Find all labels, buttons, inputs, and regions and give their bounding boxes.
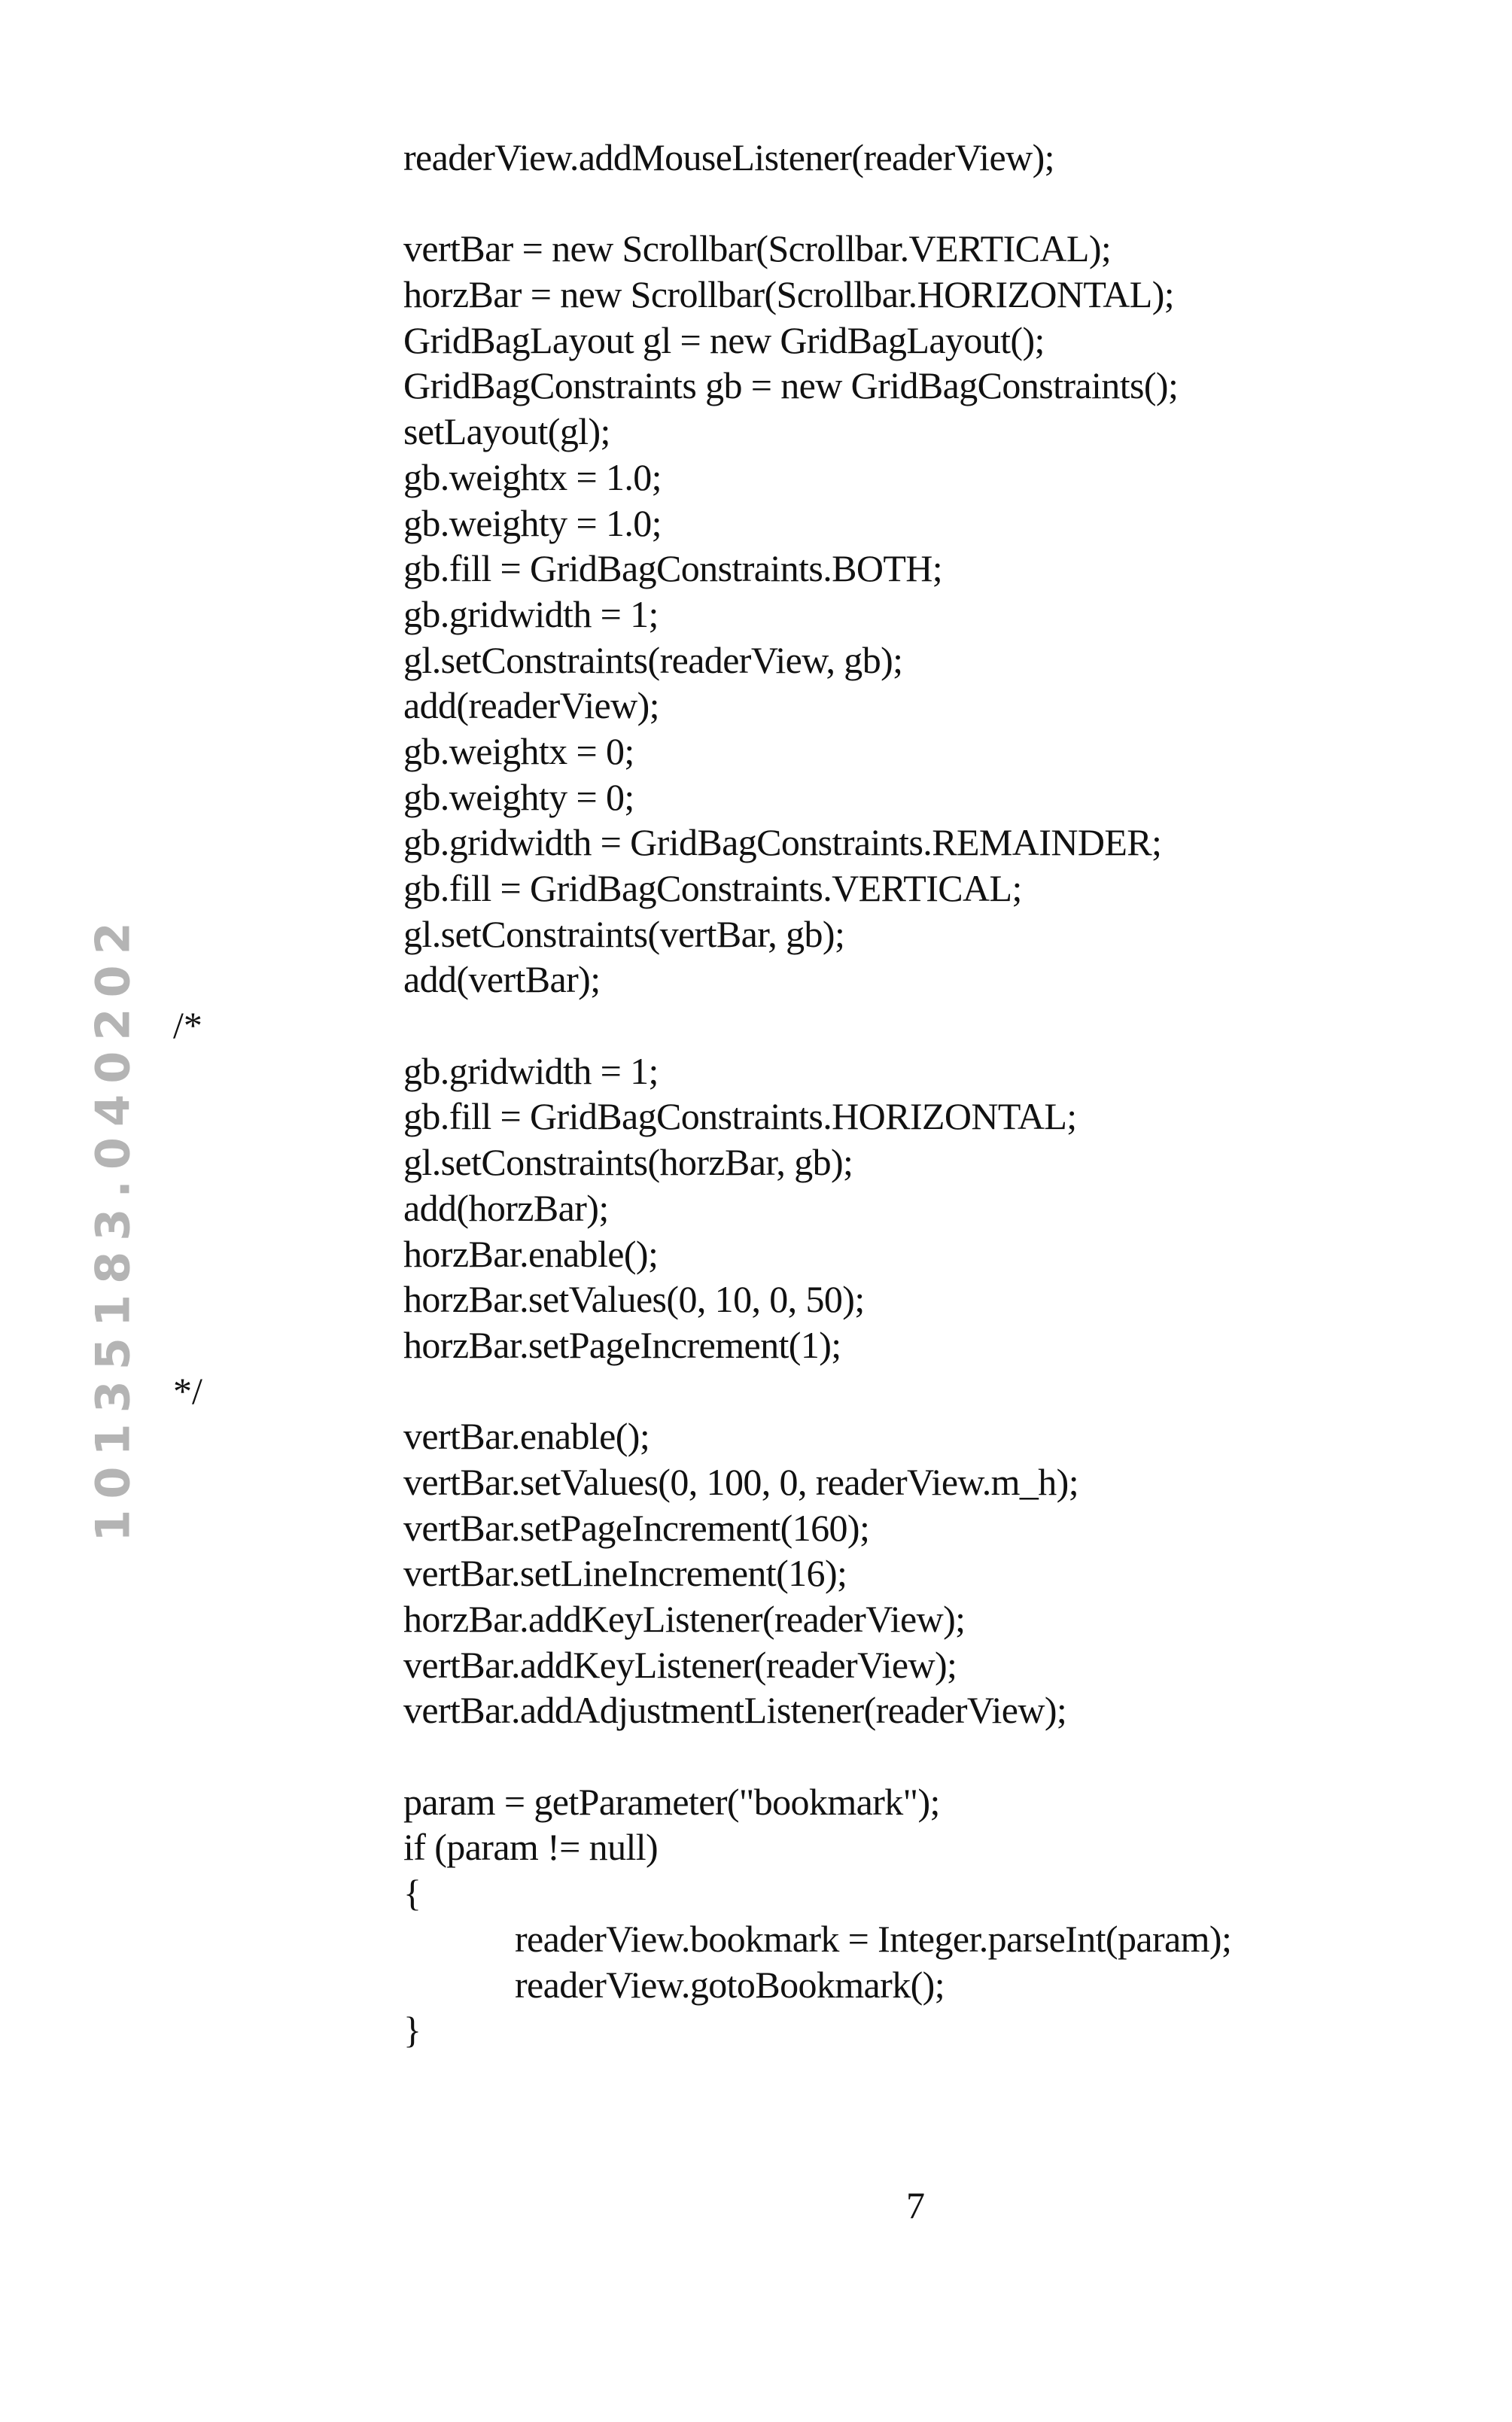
code-line: GridBagLayout gl = new GridBagLayout(); bbox=[403, 318, 1231, 364]
blank-line bbox=[403, 1733, 1231, 1779]
code-line: horzBar = new Scrollbar(Scrollbar.HORIZONTAL); bbox=[403, 272, 1231, 318]
code-line: gl.setConstraints(readerView, gb); bbox=[403, 637, 1231, 683]
code-line: gb.fill = GridBagConstraints.VERTICAL; bbox=[403, 866, 1231, 911]
blank-line bbox=[403, 1003, 1231, 1048]
code-line: gb.weightx = 1.0; bbox=[403, 455, 1231, 501]
blank-line bbox=[403, 181, 1231, 227]
code-line: gl.setConstraints(horzBar, gb); bbox=[403, 1139, 1231, 1185]
code-line: horzBar.setPageIncrement(1); bbox=[403, 1322, 1231, 1368]
code-line: vertBar.setLineIncrement(16); bbox=[403, 1550, 1231, 1596]
code-line: add(vertBar); bbox=[403, 957, 1231, 1003]
code-line: vertBar.addAdjustmentListener(readerView); bbox=[403, 1687, 1231, 1733]
blank-line bbox=[403, 1368, 1231, 1414]
code-line: setLayout(gl); bbox=[403, 409, 1231, 455]
code-line: horzBar.enable(); bbox=[403, 1231, 1231, 1277]
code-line: GridBagConstraints gb = new GridBagConstraints(); bbox=[403, 363, 1231, 409]
code-line: readerView.bookmark = Integer.parseInt(param); bbox=[403, 1916, 1231, 1962]
code-line: } bbox=[403, 2007, 1231, 2053]
code-line: gb.weighty = 0; bbox=[403, 774, 1231, 820]
code-line: vertBar.addKeyListener(readerView); bbox=[403, 1642, 1231, 1688]
code-line: readerView.addMouseListener(readerView); bbox=[403, 135, 1231, 181]
code-line: horzBar.setValues(0, 10, 0, 50); bbox=[403, 1276, 1231, 1322]
page-number: 7 bbox=[906, 2183, 925, 2228]
code-line: vertBar.enable(); bbox=[403, 1413, 1231, 1459]
scan-stamp: 10135183.040202 bbox=[86, 911, 141, 1542]
code-line: if (param != null) bbox=[403, 1824, 1231, 1870]
code-line: gl.setConstraints(vertBar, gb); bbox=[403, 911, 1231, 957]
code-line: horzBar.addKeyListener(readerView); bbox=[403, 1596, 1231, 1642]
code-block bbox=[403, 135, 1231, 2053]
code-line: gb.weightx = 0; bbox=[403, 729, 1231, 774]
comment-open-marker: /* bbox=[173, 1003, 202, 1048]
code-line: add(readerView); bbox=[403, 683, 1231, 729]
code-line: readerView.gotoBookmark(); bbox=[403, 1962, 1231, 2008]
code-line: vertBar = new Scrollbar(Scrollbar.VERTICAL); bbox=[403, 226, 1231, 272]
code-line: add(horzBar); bbox=[403, 1185, 1231, 1231]
code-line: gb.fill = GridBagConstraints.BOTH; bbox=[403, 546, 1231, 592]
code-line: gb.weighty = 1.0; bbox=[403, 501, 1231, 546]
code-line: vertBar.setValues(0, 100, 0, readerView.m_h); bbox=[403, 1459, 1231, 1505]
code-line: gb.gridwidth = 1; bbox=[403, 1048, 1231, 1094]
comment-close-marker: */ bbox=[173, 1368, 202, 1414]
code-line: gb.gridwidth = GridBagConstraints.REMAINDER; bbox=[403, 820, 1231, 866]
code-line: vertBar.setPageIncrement(160); bbox=[403, 1505, 1231, 1551]
code-line: param = getParameter("bookmark"); bbox=[403, 1779, 1231, 1825]
code-line: gb.fill = GridBagConstraints.HORIZONTAL; bbox=[403, 1094, 1231, 1139]
code-line: gb.gridwidth = 1; bbox=[403, 592, 1231, 637]
code-line: { bbox=[403, 1870, 1231, 1916]
